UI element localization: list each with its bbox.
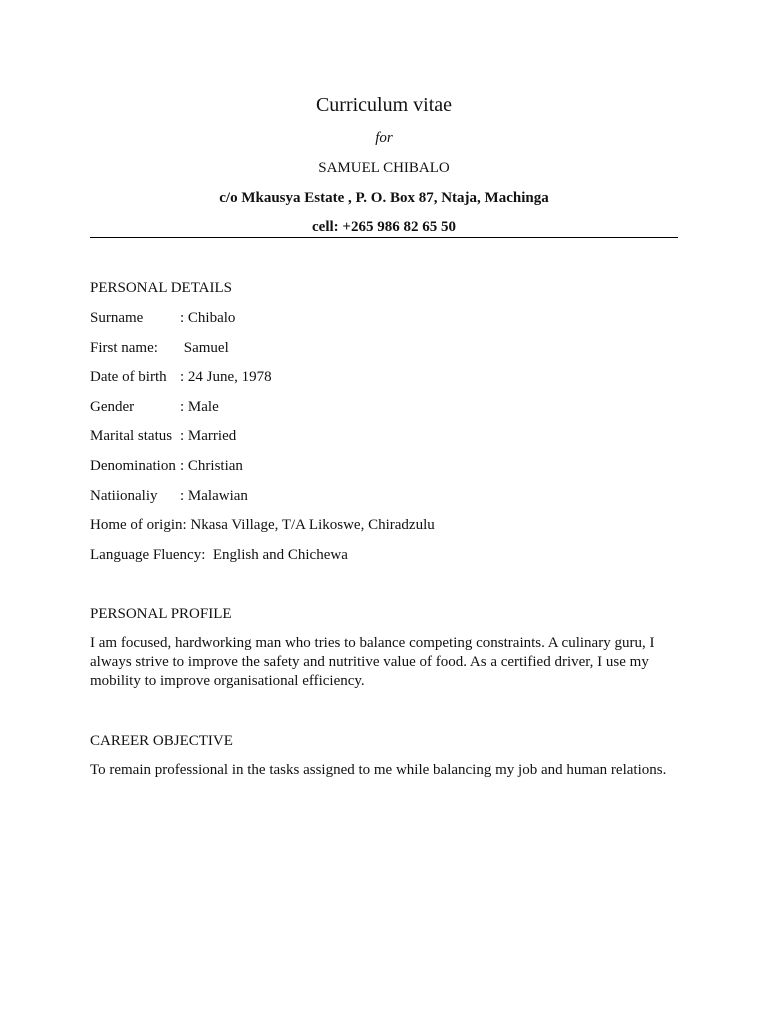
detail-label: First name:	[90, 340, 158, 356]
detail-row-home-of-origin: Home of origin: Nkasa Village, T/A Likoswe, Chiradzulu	[90, 517, 435, 533]
detail-label: Marital status	[90, 428, 173, 444]
detail-value: : Male	[180, 399, 219, 415]
title-for: for	[375, 130, 393, 146]
personal-profile-text: I am focused, hardworking man who tries to balance competing constraints. A culinary guru, I always strive to improve the safety and nutritive value of food. As a certified driver, I use my mobility to improve organisational efficiency.	[90, 635, 655, 689]
career-objective-text: To remain professional in the tasks assigned to me while balancing my job and human relations.	[90, 762, 667, 778]
detail-row-denomination	[90, 456, 243, 476]
detail-row-first-name	[90, 338, 229, 358]
detail-row-surname	[90, 308, 235, 328]
candidate-name: SAMUEL CHIBALO	[318, 160, 450, 176]
detail-value: : Christian	[180, 458, 243, 474]
header-divider	[90, 237, 678, 238]
personal-details-heading: PERSONAL DETAILS	[90, 280, 232, 296]
detail-row-language-fluency: Language Fluency: English and Chichewa	[90, 547, 348, 563]
detail-row-nationality	[90, 486, 248, 506]
detail-value: Samuel	[180, 340, 229, 356]
career-objective-heading: CAREER OBJECTIVE	[90, 733, 233, 749]
personal-profile-heading: PERSONAL PROFILE	[90, 606, 232, 622]
candidate-address: c/o Mkausya Estate , P. O. Box 87, Ntaja, Machinga	[219, 190, 549, 206]
detail-label: Natiionaliy	[90, 488, 158, 504]
detail-value: : Chibalo	[180, 310, 236, 326]
detail-value: : 24 June, 1978	[180, 369, 272, 385]
detail-row-marital-status	[90, 426, 236, 446]
detail-row-date-of-birth	[90, 367, 272, 387]
detail-value: : Married	[180, 428, 237, 444]
detail-label: Surname	[90, 310, 144, 326]
detail-row-gender	[90, 397, 219, 417]
detail-label: Date of birth	[90, 369, 167, 385]
detail-label: Denomination	[90, 458, 176, 474]
detail-value: : Malawian	[180, 488, 248, 504]
detail-label: Gender	[90, 399, 135, 415]
candidate-cell: cell: +265 986 82 65 50	[312, 219, 456, 235]
document-title: Curriculum vitae	[315, 94, 453, 116]
